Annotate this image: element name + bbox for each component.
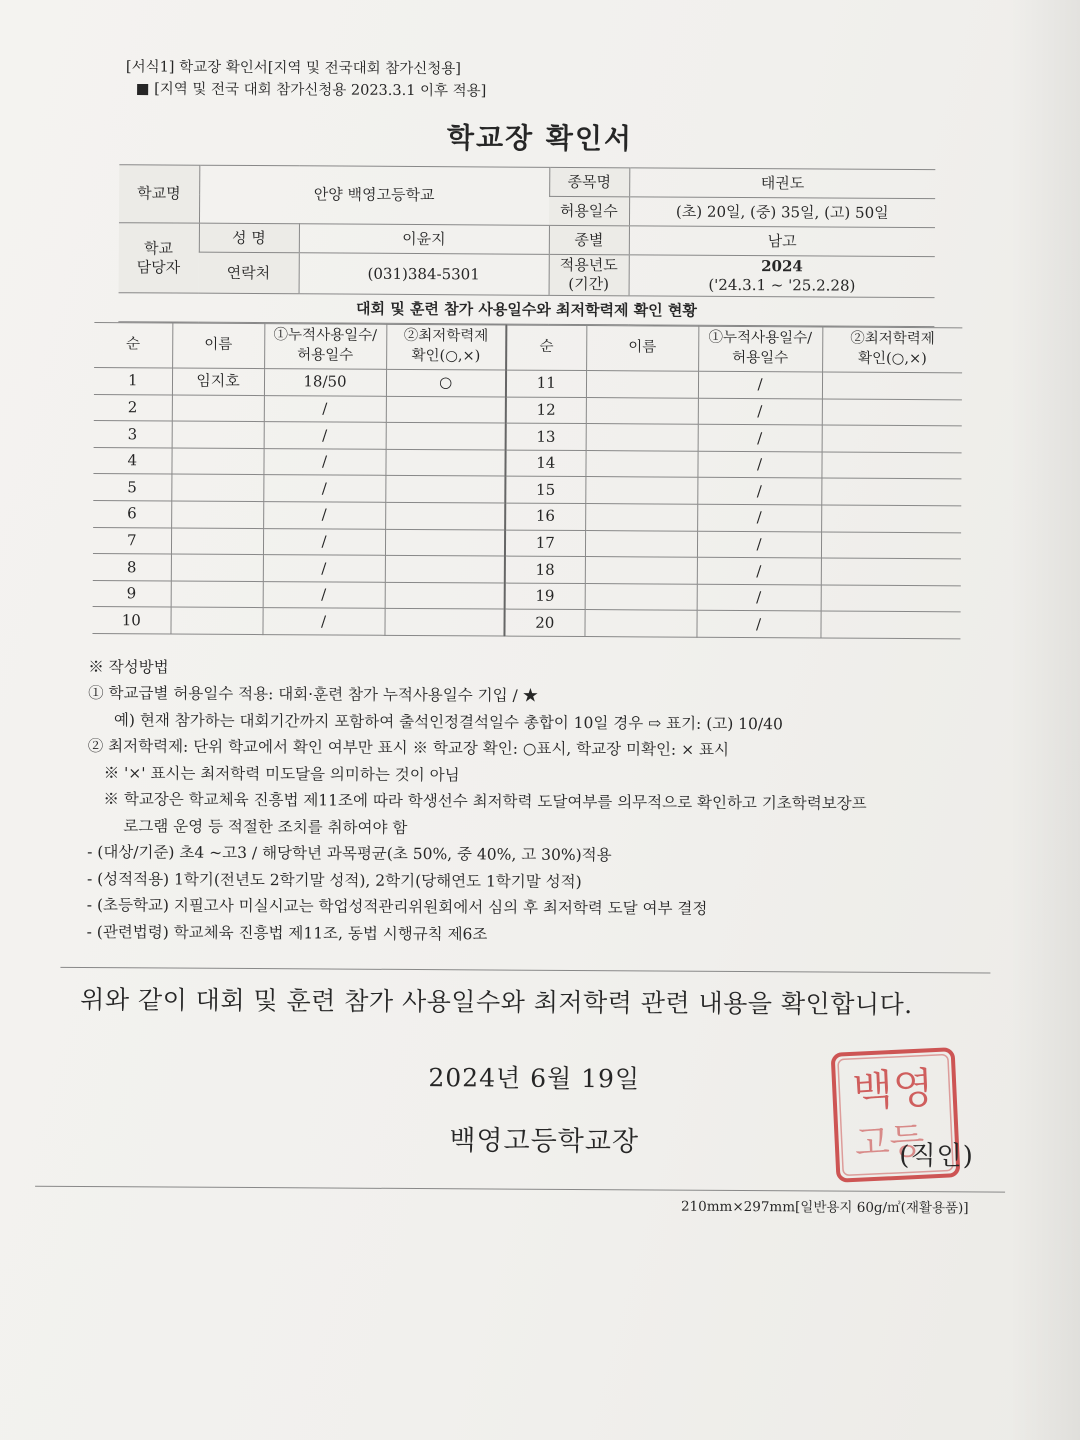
cell-no: 3	[94, 421, 172, 448]
header-check: ②최저학력제 확인(○,×)	[822, 327, 962, 373]
principal-title: 백영고등학교장	[449, 1125, 640, 1158]
cell-no: 2	[94, 394, 172, 421]
cell-check	[820, 611, 960, 638]
cell-no: 10	[92, 607, 170, 634]
paper-spec: 210mm×297mm[일반용지 60g/㎡(재활용품)]	[680, 1198, 969, 1217]
period-value: ('24.3.1 ~ '25.2.28)	[708, 275, 856, 295]
cell-days: /	[698, 424, 822, 451]
header-check: ②최저학력제 확인(○,×)	[386, 324, 506, 370]
cell-days: /	[697, 504, 821, 531]
cell-check	[822, 372, 962, 399]
note-line: ② 최저학력제: 단위 학교에서 확인 여부만 표시 ※ 학교장 확인: ○표시, 학교장 미확인: × 표시	[87, 737, 730, 760]
cell-days: /	[263, 475, 385, 502]
cell-name	[171, 448, 263, 475]
cell-name	[172, 395, 264, 422]
info-table	[118, 164, 935, 327]
confirmation-statement: 위와 같이 대회 및 훈련 참가 사용일수와 최저학력 관련 내용을 확인합니다.	[80, 985, 913, 1020]
cell-no: 15	[505, 476, 585, 503]
year-cell	[629, 255, 935, 298]
table-row	[92, 607, 960, 639]
cell-name	[586, 371, 698, 398]
cell-no: 11	[506, 370, 586, 397]
svg-text:백영: 백영	[851, 1063, 935, 1116]
cell-check	[821, 478, 961, 505]
cell-days: /	[698, 398, 822, 425]
cell-check	[385, 529, 505, 556]
cell-no: 16	[505, 503, 585, 530]
cell-days: /	[697, 531, 821, 558]
cell-name	[585, 450, 697, 477]
cell-no: 13	[506, 423, 586, 450]
cell-no: 8	[93, 554, 171, 581]
contact-value: (031)384-5301	[299, 253, 549, 296]
header-days: ①누적사용일수/ 허용일수	[698, 326, 822, 372]
header-no: 순	[94, 323, 172, 368]
cell-name	[585, 583, 697, 610]
cell-check	[821, 452, 961, 479]
cell-no: 18	[505, 556, 585, 583]
cell-days: /	[264, 422, 386, 449]
cell-check	[385, 502, 505, 529]
divider	[60, 967, 990, 974]
confirmation-form	[80, 56, 993, 1217]
school-label: 학교명	[119, 165, 199, 223]
cell-days: /	[263, 555, 385, 582]
cell-check	[821, 558, 961, 585]
cell-check	[821, 505, 961, 532]
cell-name	[586, 397, 698, 424]
apply-note: ■ [지역 및 전국 대회 참가신청용 2023.3.1 이후 적용]	[135, 81, 487, 100]
roster-table	[92, 322, 962, 639]
year-label: 적용년도 (기간)	[549, 254, 629, 295]
header-no: 순	[506, 325, 586, 370]
category-value: 남고	[629, 226, 935, 257]
cell-name	[171, 501, 263, 528]
cell-check	[385, 582, 505, 609]
cell-no: 7	[93, 527, 171, 554]
cell-days: /	[697, 557, 821, 584]
manager-label: 학교 담당자	[119, 223, 199, 293]
cell-days: /	[263, 528, 385, 555]
document-title: 학교장 확인서	[446, 121, 634, 156]
cell-name	[585, 477, 697, 504]
cell-days: /	[263, 502, 385, 529]
cell-check	[386, 423, 506, 450]
cell-check	[822, 399, 962, 426]
cell-check	[385, 476, 505, 503]
cell-name	[171, 528, 263, 555]
cell-no: 6	[93, 501, 171, 528]
cell-check	[822, 425, 962, 452]
year-value: 2024	[761, 257, 803, 276]
cell-days: 18/50	[264, 369, 386, 396]
cell-name	[171, 474, 263, 501]
notes-heading: ※ 작성방법	[88, 657, 169, 677]
cell-check	[385, 555, 505, 582]
cell-name	[171, 581, 263, 608]
note-line: 로그램 운영 등 적절한 조치를 취하여야 함	[123, 817, 408, 837]
cell-name	[172, 421, 264, 448]
cell-days: /	[262, 608, 384, 635]
cell-name	[585, 530, 697, 557]
cell-no: 17	[505, 530, 585, 557]
note-line: - (초등학교) 지필고사 미실시교는 학업성적관리위원회에서 심의 후 최저학력 도달 여부 결정	[86, 896, 708, 919]
issue-date: 2024년 6월 19일	[428, 1063, 641, 1094]
school-value: 안양 백영고등학교	[199, 165, 549, 225]
contact-label: 연락처	[199, 252, 299, 294]
cell-days: /	[697, 451, 821, 478]
header-days: ①누적사용일수/ 허용일수	[264, 324, 386, 370]
note-line: - (대상/기준) 초4 ~고3 / 해당학년 과목평균(초 50%, 중 40%, 고 30%)적용	[87, 843, 612, 865]
name-label: 성 명	[199, 223, 299, 253]
note-line: - (성적적용) 1학기(전년도 2학기말 성적), 2학기(당해연도 1학기말 성적)	[86, 869, 582, 891]
cell-name: 임지호	[172, 368, 264, 395]
writing-instructions	[83, 654, 990, 951]
cell-check	[821, 585, 961, 612]
note-line: ① 학교급별 허용일수 적용: 대회·훈련 참가 누적사용일수 기입 / ★	[88, 684, 539, 706]
sport-value: 태권도	[629, 168, 935, 199]
cell-no: 4	[93, 447, 171, 474]
cell-name	[170, 607, 262, 634]
cell-check: ○	[386, 369, 506, 396]
cell-days: /	[264, 395, 386, 422]
cell-no: 20	[504, 609, 584, 636]
seal-label: (직인)	[899, 1140, 974, 1172]
cell-days: /	[698, 371, 822, 398]
category-label: 종별	[549, 225, 629, 254]
cell-days: /	[697, 478, 821, 505]
cell-no: 9	[93, 580, 171, 607]
cell-name	[586, 424, 698, 451]
note-line: ※ 학교장은 학교체육 진흥법 제11조에 따라 학생선수 최저학력 도달여부를 의무적으로 확인하고 기초학력보장프	[103, 790, 867, 814]
note-line: 예) 현재 참가하는 대회기간까지 포함하여 출석인정결석일수 총합이 10일 경우 ⇨ 표기: (고) 10/40	[113, 711, 783, 734]
cell-no: 14	[505, 450, 585, 477]
note-line: ※ '×' 표시는 최저학력 미도달을 의미하는 것이 아님	[103, 764, 460, 785]
cell-name	[585, 504, 697, 531]
cell-name	[584, 610, 696, 637]
form-label: [서식1] 학교장 확인서[지역 및 전국대회 참가신청용]	[125, 59, 462, 78]
sport-label: 종목명	[549, 167, 629, 196]
cell-days: /	[697, 584, 821, 611]
cell-days: /	[263, 581, 385, 608]
cell-name	[171, 554, 263, 581]
cell-check	[386, 396, 506, 423]
cell-check	[385, 449, 505, 476]
cell-no: 12	[506, 397, 586, 424]
allowed-days-value: (초) 20일, (중) 35일, (고) 50일	[629, 197, 935, 228]
cell-days: /	[696, 611, 820, 638]
cell-no: 19	[505, 583, 585, 610]
svg-text:고등: 고등	[853, 1120, 926, 1165]
cell-no: 5	[93, 474, 171, 501]
cell-no: 1	[94, 368, 172, 395]
name-value: 이윤지	[299, 224, 549, 255]
roster-header-row	[94, 323, 962, 373]
cell-days: /	[263, 448, 385, 475]
allowed-days-label: 허용일수	[549, 196, 629, 225]
cell-check	[821, 532, 961, 559]
header-name: 이름	[586, 326, 698, 372]
section-title: 대회 및 훈련 참가 사용일수와 최저학력제 확인 현황	[118, 293, 934, 327]
cell-name	[585, 557, 697, 584]
note-line: - (관련법령) 학교체육 진흥법 제11조, 동법 시행규칙 제6조	[86, 922, 488, 944]
header-name: 이름	[172, 323, 264, 369]
cell-check	[384, 609, 504, 636]
